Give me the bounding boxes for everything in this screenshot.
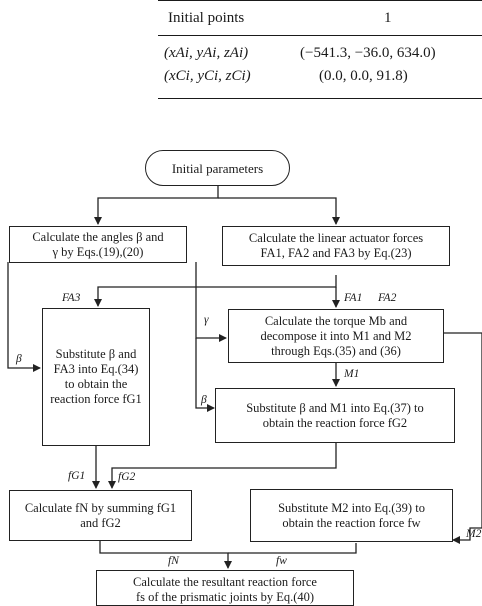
fn-line: Calculate fN by summing fG1 [24,500,177,515]
forces-line: Calculate the linear actuator forces [248,231,424,245]
fg2-box [215,388,455,443]
connector-fn [100,541,228,568]
angles-line: γ by Eqs.(19),(20) [52,244,144,259]
table-header-label: Initial points [168,10,245,26]
label-fn: fN [168,555,179,567]
connector-angles-beta [8,262,40,368]
fg1-box [42,308,150,446]
table-row-value: (−541.3, −36.0, 634.0) [300,45,436,61]
forces-box [222,226,450,266]
result-line: Calculate the resultant reaction force [133,575,317,589]
torque-line: Calculate the torque Mb and [264,313,408,328]
connector-fw [228,543,356,553]
table-row-value: (0.0, 0.0, 91.8) [319,68,408,84]
fw-box [250,489,453,542]
label-m2: M2 [466,528,482,540]
fw-line: Substitute M2 into Eq.(39) to [278,500,425,515]
fg1-line: to obtain the [64,377,128,391]
label-m1: M1 [344,368,360,380]
table-row-label: (xAi, yAi, zAi) [164,45,249,61]
fn-line: and fG2 [80,515,121,530]
label-beta-left: β [16,353,22,365]
label-fw: fw [276,555,287,567]
fg1-line: reaction force fG1 [50,392,142,406]
torque-line: through Eqs.(35) and (36) [271,343,401,358]
start-label: Initial parameters [171,160,264,176]
table-header-value: 1 [384,10,392,26]
label-fa3: FA3 [62,292,81,304]
fw-line: obtain the reaction force fw [282,515,421,530]
label-beta-mid: β [201,394,207,406]
angles-line: Calculate the angles β and [32,229,164,244]
label-fa2: FA2 [378,292,397,304]
fg2-line: obtain the reaction force fG2 [262,415,408,430]
connector-fa3 [98,275,336,306]
label-fg2: fG2 [118,471,136,483]
fg1-line: FA3 into Eq.(34) [53,362,139,376]
fg1-line: Substitute β and [55,347,137,361]
torque-box [228,309,444,363]
fg2-line: Substitute β and M1 into Eq.(37) to [246,400,424,415]
label-fa1: FA1 [344,292,363,304]
result-line: fs of the prismatic joints by Eq.(40) [135,590,315,604]
result-box [96,570,354,606]
start-node [145,150,290,186]
connector-start-forces [218,198,336,224]
label-fg1: fG1 [68,470,86,482]
forces-line: FA1, FA2 and FA3 by Eq.(23) [260,246,412,260]
torque-line: decompose it into M1 and M2 [260,328,412,343]
angles-box [9,226,187,263]
connector-fg2 [112,443,336,488]
connector-start-split [98,185,218,224]
label-gamma: γ [204,314,209,326]
connector-angles-gamma [196,262,226,338]
table-row-label: (xCi, yCi, zCi) [164,68,251,84]
fn-box [9,490,192,541]
